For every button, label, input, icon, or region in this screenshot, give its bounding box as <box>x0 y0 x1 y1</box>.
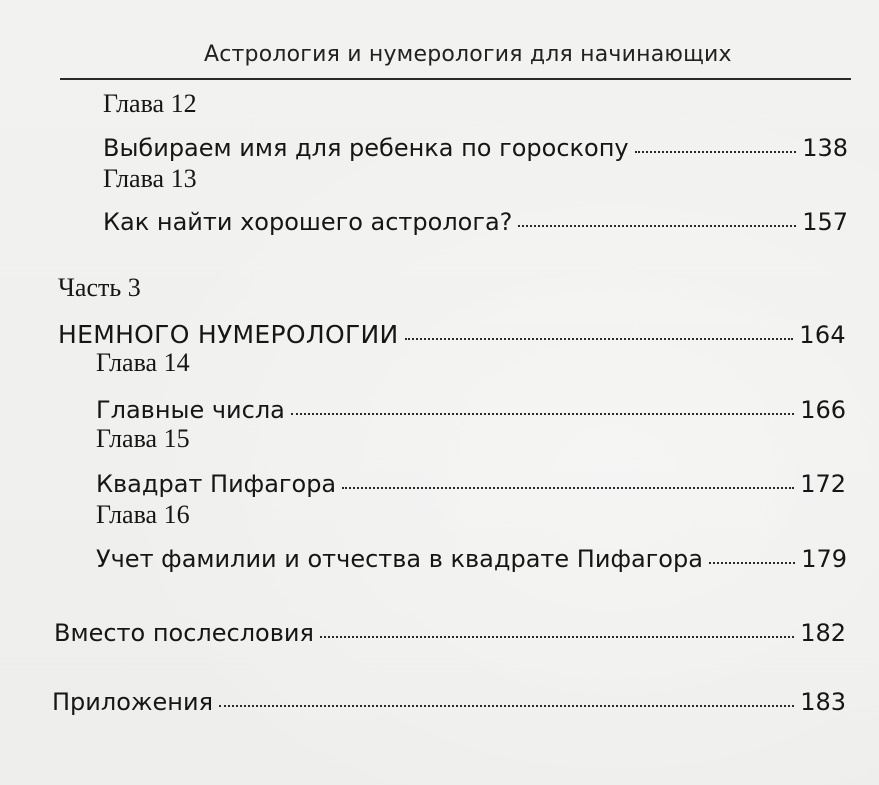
dot-leader <box>291 413 794 415</box>
toc-entry-title: Учет фамилии и отчества в квадрате Пифагора <box>96 545 703 573</box>
toc-entry-chapter-15 <box>96 472 846 496</box>
toc-entry-chapter-13 <box>103 210 848 234</box>
part-3-label: Часть 3 <box>58 273 141 302</box>
toc-page-number: 164 <box>799 321 846 349</box>
header-rule <box>60 78 851 80</box>
dot-leader <box>518 225 796 227</box>
chapter-16-label: Глава 16 <box>96 500 190 529</box>
toc-entry-chapter-16 <box>96 547 847 571</box>
toc-page-number: 172 <box>800 470 846 498</box>
running-head: Астрология и нумерология для начинающих <box>204 42 732 67</box>
dot-leader <box>709 562 795 564</box>
toc-page-number: 157 <box>802 208 848 236</box>
toc-page-number: 183 <box>800 688 846 716</box>
toc-entry-title: Главные числа <box>96 396 285 424</box>
dot-leader <box>635 151 797 153</box>
dot-leader <box>219 705 794 707</box>
toc-page-number: 179 <box>801 545 847 573</box>
chapter-12-label: Глава 12 <box>103 89 197 118</box>
toc-page-number: 166 <box>800 396 846 424</box>
chapter-13-label: Глава 13 <box>103 164 197 193</box>
toc-entry-chapter-12 <box>103 136 848 160</box>
toc-entry-appendix <box>52 690 846 714</box>
toc-page-number: 138 <box>802 134 848 162</box>
toc-entry-title: Вместо послесловия <box>54 619 314 647</box>
toc-page-number: 182 <box>800 619 846 647</box>
dot-leader <box>405 338 794 340</box>
toc-entry-title: Квадрат Пифагора <box>96 470 337 498</box>
toc-entry-title: Как найти хорошего астролога? <box>103 208 513 236</box>
toc-entry-title: НЕМНОГО НУМЕРОЛОГИИ <box>58 320 399 349</box>
chapter-15-label: Глава 15 <box>96 424 190 453</box>
toc-entry-chapter-14 <box>96 398 846 422</box>
dot-leader <box>320 636 794 638</box>
chapter-14-label: Глава 14 <box>96 348 190 377</box>
dot-leader <box>342 487 794 489</box>
toc-entry-title: Выбираем имя для ребенка по гороскопу <box>103 134 629 162</box>
toc-entry-afterword <box>54 621 846 645</box>
toc-entry-title: Приложения <box>52 688 214 716</box>
toc-entry-part-3 <box>58 322 846 347</box>
